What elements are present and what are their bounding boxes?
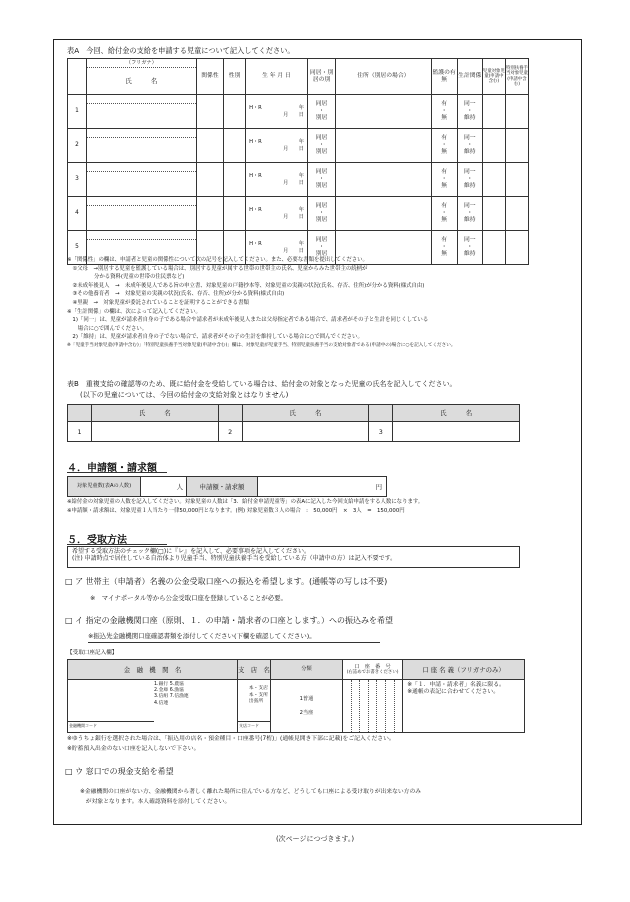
name-field[interactable] [87, 206, 196, 230]
table-b-name-1[interactable] [91, 422, 218, 442]
tokubetsu-field[interactable] [505, 129, 528, 163]
tokubetsu-field[interactable] [505, 231, 528, 265]
table-a [67, 58, 529, 265]
livelihood-choice[interactable]: 同一 ・ 維持 [457, 95, 482, 129]
name-field[interactable] [87, 104, 196, 128]
relation-field[interactable] [196, 129, 223, 163]
note-line: 1)「同一」は、児童が請求者自身の子である場合や請求者が未成年後見人または父母指定者である場合で、請求者がその子と生計を同じくしている [67, 317, 429, 324]
amount-table [67, 476, 387, 497]
holder-note2: ※通帳の表記に合わせてください。 [407, 688, 499, 695]
table-b-num-2: 2 [218, 422, 242, 442]
note-line: ②未成年後見人 → 未成年後見人である旨の申立書、対象児童の戸籍抄本等、対象児童の実親の状況(氏名、存否、住所)が分かる資料(様式自由) [67, 282, 425, 289]
hoiku-field[interactable] [482, 197, 505, 231]
note-line: 分かる資料(児童の世帯の住民票など) [67, 274, 185, 281]
branch-header: 支 店 名 [238, 660, 271, 680]
option-a[interactable]: □ ア 世帯主（申請者）名義の公金受取口座への振込を希望します。(通帳等の写しは不要) [65, 577, 388, 586]
section4-note2: ※申請額・請求額は、対象児童１人当たり一律50,000円となります。(例) 対象児童数３人の場合 : 50,000円 × 3人 = 150,000円 [67, 508, 405, 514]
note-line: 2)「維持」は、児童が請求者自身の子でない場合で、請求者がその子の生計を維持している場合に○で囲んでください。 [67, 334, 363, 341]
cohab-choice[interactable]: 同居 ・ 別居 [307, 129, 335, 163]
count-label: 対象児童数(表Aの人数) [68, 477, 141, 497]
hoiku-field[interactable] [482, 163, 505, 197]
year-label: 年 [298, 105, 304, 112]
section4-underline [67, 472, 167, 473]
birth-field[interactable] [246, 163, 308, 197]
bank-code-row[interactable] [68, 721, 154, 732]
era-label: H・R [249, 241, 262, 248]
name-field[interactable] [87, 172, 196, 196]
table-b [67, 404, 520, 442]
address-field[interactable] [336, 129, 431, 163]
address-field[interactable] [336, 95, 431, 129]
note-line: ③その他養育者 → 対象児童の実親の状況(氏名、存否、住所)が分かる資料(様式自由) [67, 291, 285, 298]
address-header: 住所（別居の場合） [336, 59, 431, 95]
custody-choice[interactable]: 有 ・ 無 [431, 197, 457, 231]
address-field[interactable] [336, 197, 431, 231]
monthday-label: 月 日 [283, 145, 304, 152]
note-yucho2: ※貯蓄預入出金のない口座を記入しないで下さい。 [67, 746, 200, 752]
cohab-header: 同居・別居の別 [307, 59, 335, 95]
custody-choice[interactable]: 有 ・ 無 [431, 163, 457, 197]
section5-intro-box [67, 546, 520, 568]
note-line: ④里親 → 対象児童が委託されていることを証明することができる書類 [67, 299, 249, 306]
year-label: 年 [298, 139, 304, 146]
bank-types: 1.銀行 5.農協 2.金庫 6.漁協 3.信組 7.信漁連 4.信連 [154, 682, 189, 706]
name-header: 氏 名 [125, 77, 158, 85]
livelihood-header: 生計関係 [457, 59, 482, 95]
custody-choice[interactable]: 有 ・ 無 [431, 129, 457, 163]
cohab-choice[interactable]: 同居 ・ 別居 [307, 95, 335, 129]
note-line: ※「生計関係」の欄は、次によって記入してください。 [67, 308, 201, 315]
branch-code-row[interactable] [238, 721, 270, 732]
name-field[interactable] [87, 138, 196, 162]
count-unit: 人 [176, 482, 183, 491]
count-field[interactable] [141, 477, 187, 497]
table-b-num-3: 3 [369, 422, 393, 442]
custody-header: 監護の有無 [431, 59, 457, 95]
section4-note1: ※給付金の対象児童の人数を記入してください。対象児童の人数は「3．給付金申請児童等」の表Aに記入した今回支給申請をする人数になります。 [67, 499, 424, 505]
tokubetsu-field[interactable] [505, 163, 528, 197]
year-label: 年 [298, 207, 304, 214]
table-a-row [68, 129, 529, 163]
monthday-label: 月 日 [283, 247, 304, 254]
table-a-row [68, 197, 529, 231]
section5-heading: ５．受取方法 [67, 535, 127, 546]
relation-field[interactable] [196, 197, 223, 231]
section4-heading: ４．申請額・請求額 [67, 463, 157, 474]
tokubetsu-field[interactable] [505, 95, 528, 129]
type-header: 分類 [270, 660, 342, 680]
custody-choice[interactable]: 有 ・ 無 [431, 95, 457, 129]
table-b-name-2[interactable] [242, 422, 369, 442]
relation-field[interactable] [196, 163, 223, 197]
note-line: ※「関係性」の欄は、申請者と児童の関係性について次の記号を記入してください。また、必要な書類を提出してください。 [67, 257, 368, 263]
option-b[interactable]: □ イ 指定の金融機関口座（原則、１．の申請・請求者の口座とします。）への振込みを希望 [65, 616, 394, 625]
section5-intro2: (注) 申請時点で居住している自治体より児童手当、特別児童扶養手当を受給している方（申請中の方）は記入不要です。 [72, 555, 397, 563]
table-a-title: 表A 今回、給付金の支給を申請する児童について記入してください。 [67, 46, 295, 55]
bank-box-title: 【受取口座記入欄】 [67, 650, 118, 656]
monthday-label: 月 日 [283, 179, 304, 186]
birth-header: 生 年 月 日 [246, 59, 308, 95]
table-b-header-3: 氏 名 [393, 405, 520, 422]
row-number: 3 [68, 163, 87, 197]
table-b-title: 表B 重複支給の確認等のため、既に給付金を受給している場合は、給付金の対象となった児童の氏名を記入してください。 [67, 380, 457, 388]
row-number: 1 [68, 95, 87, 129]
note-line: 場合に○で囲んでください。 [67, 325, 148, 332]
bank-name-field[interactable] [68, 680, 238, 733]
row-number: 4 [68, 197, 87, 231]
section5-intro1: 希望する受取方法のチェック欄(□)に『レ』を記入して、必要事項を記入してください。 [72, 548, 311, 555]
birth-field[interactable] [246, 95, 308, 129]
sex-field[interactable] [224, 197, 246, 231]
livelihood-choice[interactable]: 同一 ・ 維持 [457, 163, 482, 197]
table-a-row [68, 95, 529, 129]
table-b-num-1: 1 [68, 422, 92, 442]
table-b-header-1: 氏 名 [91, 405, 218, 422]
furigana-field[interactable] [87, 129, 196, 138]
row-number: 5 [68, 231, 87, 265]
option-c-note2: が対象となります。本人確認資料を添付してください。 [80, 799, 231, 805]
relation-field[interactable] [196, 95, 223, 129]
option-b-note-underline [88, 642, 380, 643]
table-a-notes [67, 256, 455, 351]
birth-field[interactable] [246, 197, 308, 231]
amount-unit: 円 [375, 482, 382, 491]
birth-field[interactable] [246, 129, 308, 163]
table-b-header-2: 氏 名 [242, 405, 369, 422]
monthday-label: 月 日 [283, 111, 304, 118]
amount-label: 申請額・請求額 [187, 477, 258, 497]
holder-note1: ※「１．申請・請求者」名義に限る。 [407, 682, 505, 688]
bank-table [67, 659, 525, 733]
table-b-name-3[interactable] [393, 422, 520, 442]
year-label: 年 [298, 241, 304, 248]
acct-type-choice[interactable]: 1普通 2当座 [270, 680, 342, 733]
relation-header: 関係性 [196, 59, 223, 95]
hoiku-header: 児童対象児童(申請中含む) [482, 59, 505, 95]
section5-underline [67, 544, 167, 545]
monthday-label: 月 日 [283, 213, 304, 220]
era-label: H・R [249, 105, 262, 112]
bank-name-header: 金 融 機 関 名 [68, 660, 238, 680]
sex-field[interactable] [224, 163, 246, 197]
furigana-header: （フリガナ） [87, 59, 196, 68]
era-label: H・R [249, 207, 262, 214]
table-a-row [68, 163, 529, 197]
option-a-note: ※ マイナポータル等から公金受取口座を登録していることが必要。 [90, 594, 287, 602]
year-label: 年 [298, 173, 304, 180]
furigana-field[interactable] [87, 95, 196, 104]
acct-header: 口 座 番 号 [354, 663, 391, 670]
continue-footer: (次ページにつづきます。) [275, 835, 355, 843]
livelihood-choice[interactable]: 同一 ・ 維持 [457, 231, 482, 265]
note-line: ※「児童手当対象児童(申請中含む)」「特別児童扶養手当対象児童(申請中含む)」欄は、対象児童が児童手当、特別児童扶養手当の支給対象者である(申請中の)場合に○を記入してください。 [67, 342, 456, 348]
custody-choice[interactable]: 有 ・ 無 [431, 231, 457, 265]
row-number: 2 [68, 129, 87, 163]
hoiku-field[interactable] [482, 129, 505, 163]
option-b-note: ※振込先金融機関口座確認書類を添付してください(下欄を確認してください)。 [88, 632, 316, 640]
sex-header: 性別 [224, 59, 246, 95]
holder-field[interactable] [403, 680, 525, 733]
cohab-choice[interactable]: 同居 ・ 別居 [307, 163, 335, 197]
note-yucho1: ※ゆうちょ銀行を選択された場合は、「振込用の店名・預金種目・口座番号(7桁)」(通帳見開き下部に記載)をご記入ください。 [67, 736, 395, 742]
amount-field[interactable] [258, 477, 387, 497]
bank-code-label: 金融機関コード [69, 723, 97, 728]
branch-code-label: 支店コード [239, 723, 259, 728]
table-b-subtitle: (以下の児童については、今回の給付金の支給対象とはなりません) [80, 391, 289, 399]
furigana-field[interactable] [87, 197, 196, 206]
branch-field[interactable] [238, 680, 271, 733]
sex-field[interactable] [224, 95, 246, 129]
furigana-field[interactable] [87, 163, 196, 172]
livelihood-choice[interactable]: 同一 ・ 維持 [457, 197, 482, 231]
era-label: H・R [249, 173, 262, 180]
cohab-choice[interactable]: 同居 ・ 別居 [307, 231, 335, 265]
hoiku-field[interactable] [482, 95, 505, 129]
option-c[interactable]: □ ウ 窓口での現金支給を希望 [65, 767, 174, 776]
address-field[interactable] [336, 163, 431, 197]
branch-types: 本・支店 本・支所 出張所 [248, 686, 268, 705]
note-line: ①父母 →別居する児童を監護している場合は、別居する児童が属する世帯の世帯主の氏名、児童からみた世帯主の続柄が [67, 265, 368, 272]
livelihood-choice[interactable]: 同一 ・ 維持 [457, 129, 482, 163]
tokubetsu-field[interactable] [505, 197, 528, 231]
acct-sub: (右詰めでお書きください) [346, 669, 399, 675]
option-c-note1: ※金融機関の口座がない方、金融機関から著しく離れた場所に住んでいる方など、どうしても口座による受け取りが出来ない方のみ [80, 789, 422, 795]
hoiku-field[interactable] [482, 231, 505, 265]
sex-field[interactable] [224, 129, 246, 163]
tokubetsu-header: 特別扶養手当対象児童(申請中含む) [505, 59, 528, 95]
cohab-choice[interactable]: 同居 ・ 別居 [307, 197, 335, 231]
furigana-field[interactable] [87, 231, 196, 240]
holder-header: 口 座 名 義（フリガナのみ） [403, 660, 525, 680]
era-label: H・R [249, 139, 262, 146]
acct-number-field[interactable] [342, 680, 402, 733]
